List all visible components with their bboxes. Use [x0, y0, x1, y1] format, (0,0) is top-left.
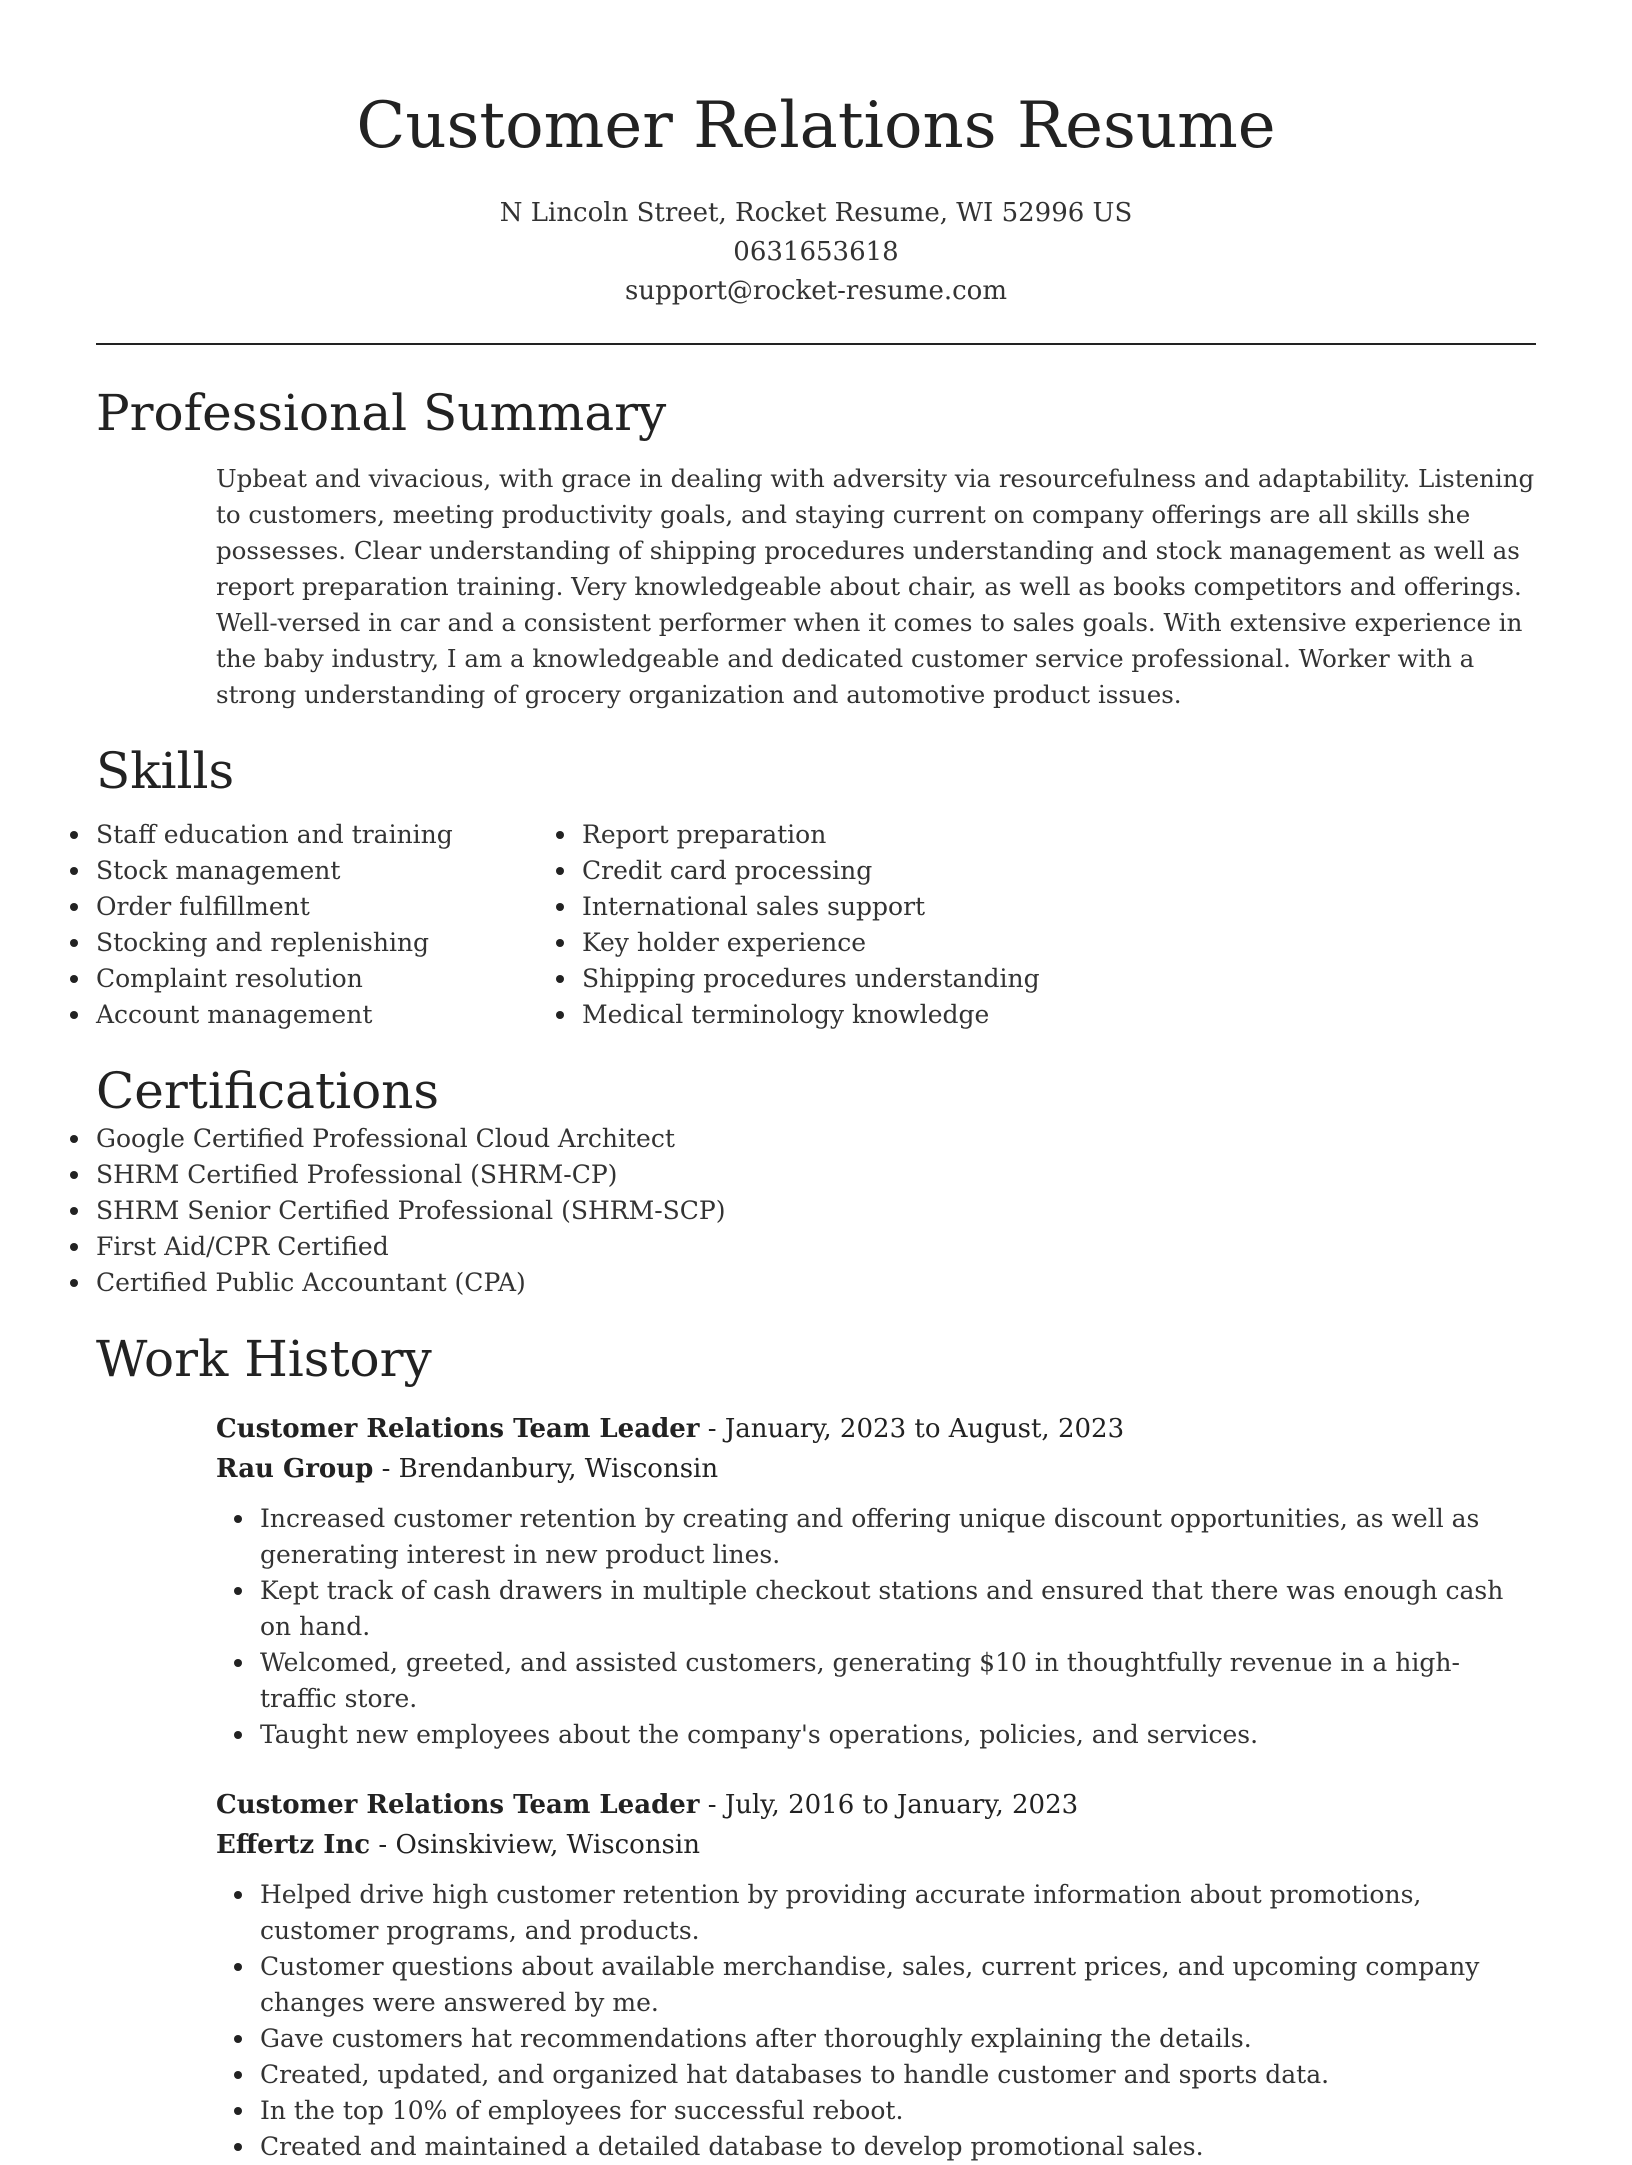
- certifications-heading: Certifications: [96, 1062, 440, 1120]
- resume-title: Customer Relations Resume: [356, 89, 1276, 163]
- certification-item: SHRM Certified Professional (SHRM-CP): [96, 1157, 1536, 1193]
- job-dates: July, 2016 to January, 2023: [724, 1790, 1079, 1820]
- skills-columns: [96, 817, 1536, 1033]
- job-bullets: [260, 1501, 1536, 1753]
- summary-section: [96, 383, 1536, 713]
- certification-item: Google Certified Professional Cloud Architect: [96, 1121, 1536, 1157]
- header-divider: [96, 343, 1536, 345]
- job-dates: January, 2023 to August, 2023: [724, 1414, 1125, 1444]
- job-bullet: Increased customer retention by creating and offering unique discount opportunities, as well as generating interest in new product lines.: [260, 1501, 1536, 1573]
- job-bullet: Welcomed, greeted, and assisted customers, generating $10 in thoughtfully revenue in a high-traffic store.: [260, 1645, 1536, 1717]
- skill-item: Complaint resolution: [96, 961, 582, 997]
- job-bullet: Created, updated, and organized hat databases to handle customer and sports data.: [260, 2057, 1536, 2093]
- skill-item: Stocking and replenishing: [96, 925, 582, 961]
- job-location: Brendanbury, Wisconsin: [398, 1454, 719, 1484]
- job-role: Customer Relations Team Leader: [216, 1414, 700, 1444]
- skill-item: Medical terminology knowledge: [582, 997, 1082, 1033]
- resume-page: [96, 0, 1536, 2165]
- skills-section: [96, 741, 1536, 1033]
- job-entry: [216, 1409, 1536, 1753]
- skill-item: Account management: [96, 997, 582, 1033]
- contact-phone: 0631653618: [733, 237, 899, 267]
- work-history-section: [96, 1329, 1536, 2165]
- summary-text: Upbeat and vivacious, with grace in dealing with adversity via resourcefulness and adaptability. Listening to customers, meeting productivity goals, and staying current on company offerings are all skills she possesses. Clear understanding of shipping procedures understanding and stock management as well as report preparation training. Very knowledgeable about chair, as well as books competitors and offerings. Well-versed in car and a consistent performer when it comes to sales goals. With extensive experience in the baby industry, I am a knowledgeable and dedicated customer service professional. Worker with a strong understanding of grocery organization and automotive product issues.: [216, 464, 1535, 709]
- job-bullet: Taught new employees about the company's operations, policies, and services.: [260, 1717, 1536, 1753]
- job-title-line: Customer Relations Team Leader - July, 2016 to January, 2023: [216, 1790, 1079, 1820]
- job-role: Customer Relations Team Leader: [216, 1790, 700, 1820]
- contact-email: support@rocket-resume.com: [624, 276, 1007, 306]
- certification-item: SHRM Senior Certified Professional (SHRM-SCP): [96, 1193, 1536, 1229]
- work-history-heading: Work History: [96, 1330, 432, 1388]
- skill-item: International sales support: [582, 889, 1082, 925]
- contact-address: N Lincoln Street, Rocket Resume, WI 52996 US: [499, 198, 1133, 228]
- skill-item: Staff education and training: [96, 817, 582, 853]
- job-bullet: Helped drive high customer retention by providing accurate information about promotions, customer programs, and products.: [260, 1877, 1536, 1949]
- job-bullets: [260, 1877, 1536, 2165]
- job-title-line: Customer Relations Team Leader - January, 2023 to August, 2023: [216, 1414, 1125, 1444]
- job-bullet: Kept track of cash drawers in multiple checkout stations and ensured that there was enough cash on hand.: [260, 1573, 1536, 1645]
- skills-list-left: [96, 817, 582, 1033]
- contact-block: [96, 194, 1536, 311]
- skill-item: Report preparation: [582, 817, 1082, 853]
- job-bullet: Customer questions about available merchandise, sales, current prices, and upcoming company changes were answered by me.: [260, 1949, 1536, 2021]
- job-company: Rau Group: [216, 1454, 374, 1484]
- certification-item: Certified Public Accountant (CPA): [96, 1265, 1536, 1301]
- job-bullet: Created and maintained a detailed database to develop promotional sales.: [260, 2129, 1536, 2165]
- skill-item: Order fulfillment: [96, 889, 582, 925]
- certifications-section: [96, 1061, 1536, 1301]
- certifications-list: [96, 1121, 1536, 1301]
- summary-heading: Professional Summary: [96, 384, 667, 442]
- skill-item: Credit card processing: [582, 853, 1082, 889]
- skill-item: Stock management: [96, 853, 582, 889]
- skill-item: Key holder experience: [582, 925, 1082, 961]
- job-company-line: Effertz Inc - Osinskiview, Wisconsin: [216, 1830, 700, 1860]
- job-company-line: Rau Group - Brendanbury, Wisconsin: [216, 1454, 719, 1484]
- skill-item: Shipping procedures understanding: [582, 961, 1082, 997]
- job-location: Osinskiview, Wisconsin: [395, 1830, 700, 1860]
- job-company: Effertz Inc: [216, 1830, 371, 1860]
- certification-item: First Aid/CPR Certified: [96, 1229, 1536, 1265]
- job-bullet: In the top 10% of employees for successful reboot.: [260, 2093, 1536, 2129]
- skills-heading: Skills: [96, 742, 235, 800]
- job-entry: [216, 1785, 1536, 2165]
- job-bullet: Gave customers hat recommendations after thoroughly explaining the details.: [260, 2021, 1536, 2057]
